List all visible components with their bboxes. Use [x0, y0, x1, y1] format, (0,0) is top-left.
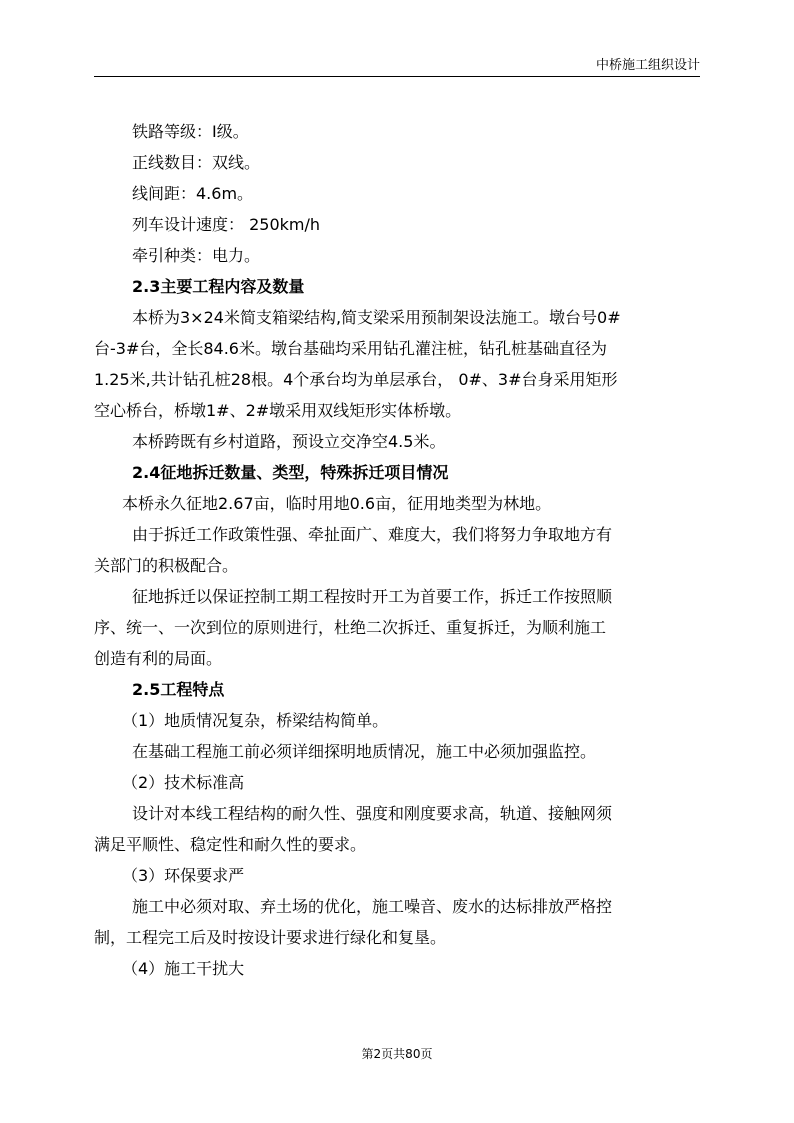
running-header-title: 中桥施工组织设计: [595, 58, 700, 73]
paragraph-line: 关部门的积极配合。: [94, 556, 239, 575]
spec-railway-grade: 铁路等级：Ⅰ级。: [132, 122, 249, 141]
paragraph-line: 台-3#台，全长84.6米。墩台基础均采用钻孔灌注桩，钻孔桩基础直径为: [94, 339, 607, 358]
paragraph-line: 由于拆迁工作政策性强、牵扯面广、难度大，我们将努力争取地方有: [132, 525, 613, 544]
page-number-footer: 第2页共80页: [361, 1047, 433, 1061]
feature-item-3: （3）环保要求严: [122, 866, 245, 885]
spec-main-lines: 正线数目：双线。: [132, 153, 261, 172]
paragraph-line: 在基础工程施工前必须详细探明地质情况，施工中必须加强监控。: [132, 742, 597, 761]
paragraph-line: 满足平顺性、稳定性和耐久性的要求。: [94, 835, 367, 854]
document-body: [94, 116, 700, 984]
paragraph-line: 本桥永久征地2.67亩，临时用地0.6亩，征用地类型为林地。: [122, 494, 552, 513]
paragraph-line: 制，工程完工后及时按设计要求进行绿化和复垦。: [94, 928, 447, 947]
paragraph-line: 设计对本线工程结构的耐久性、强度和刚度要求高，轨道、接触网须: [132, 804, 613, 823]
section-heading-2-3: 2.3主要工程内容及数量: [132, 277, 305, 296]
section-heading-2-5: 2.5工程特点: [132, 680, 225, 699]
spec-line-spacing: 线间距：4.6m。: [132, 184, 254, 203]
paragraph-line: 空心桥台，桥墩1#、2#墩采用双线矩形实体桥墩。: [94, 401, 462, 420]
paragraph-line: 1.25米,共计钻孔桩28根。4个承台均为单层承台， 0#、3#台身采用矩形: [94, 370, 618, 389]
paragraph-line: 序、统一、一次到位的原则进行，杜绝二次拆迁、重复拆迁，为顺利施工: [94, 618, 607, 637]
header-divider: [94, 76, 700, 77]
spec-design-speed: 列车设计速度： 250km/h: [132, 215, 321, 234]
feature-item-1: （1）地质情况复杂，桥梁结构简单。: [122, 711, 389, 730]
paragraph-line: 施工中必须对取、弃土场的优化，施工噪音、废水的达标排放严格控: [132, 897, 613, 916]
feature-item-4: （4）施工干扰大: [122, 959, 245, 978]
paragraph-line: 本桥为3×24米简支箱梁结构,简支梁采用预制架设法施工。墩台号0#: [132, 308, 621, 327]
spec-traction-type: 牵引种类：电力。: [132, 246, 261, 265]
feature-item-2: （2）技术标准高: [122, 773, 245, 792]
section-heading-2-4: 2.4征地拆迁数量、类型，特殊拆迁项目情况: [132, 463, 449, 482]
paragraph-line: 本桥跨既有乡村道路，预设立交净空4.5米。: [132, 432, 446, 451]
paragraph-line: 征地拆迁以保证控制工期工程按时开工为首要工作，拆迁工作按照顺: [132, 587, 613, 606]
paragraph-line: 创造有利的局面。: [94, 649, 223, 668]
